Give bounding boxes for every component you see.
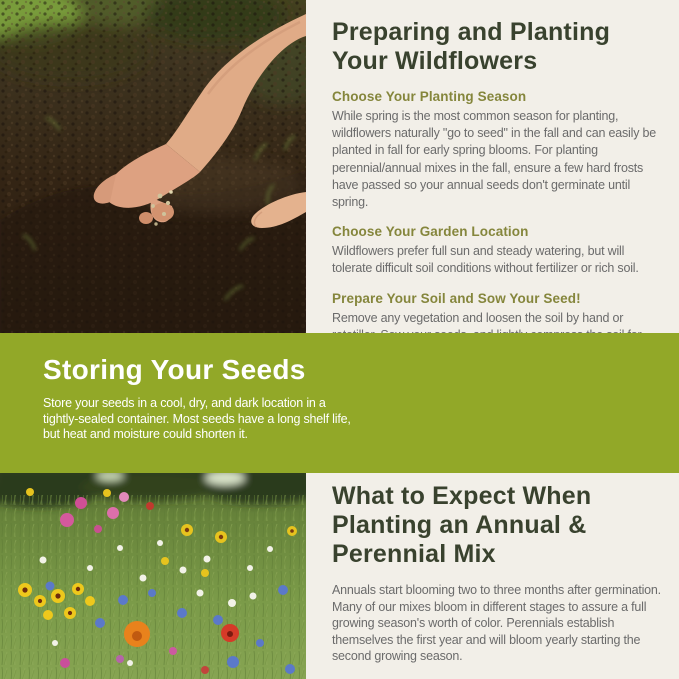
- storing-text-column: [43, 354, 359, 443]
- preparing-title: Preparing and Planting Your Wildflowers: [332, 18, 611, 75]
- meadow-photo: [0, 473, 306, 679]
- expect-title: What to Expect When Planting an Annual & Perennial Mix: [332, 482, 592, 568]
- subheading-prepare-soil: Prepare Your Soil and Sow Your Seed!: [332, 290, 581, 306]
- sowing-photo: [0, 0, 306, 333]
- storing-body: Store your seeds in a cool, dry, and dark location in a tightly-sealed container. Most seeds have a long shelf life, but heat and moisture could shorten it.: [43, 396, 351, 441]
- prepare-soil-body: Remove any vegetation and loosen the soil by hand or: [332, 310, 624, 325]
- wildflower-meadow-illustration: [0, 473, 306, 679]
- storing-banner: [0, 333, 679, 473]
- expect-body: Annuals start blooming two to three months after germination. Many of our mixes bloom in different stages to assure a full growing season's worth of color. Perennials establish themselves the first year and will bloom yearly starting the second growing season.: [332, 583, 661, 663]
- garden-location-body: Wildflowers prefer full sun and steady watering, but will tolerate difficult soil conditions without fertilizer or rich soil.: [332, 244, 639, 276]
- subheading-planting-season: Choose Your Planting Season: [332, 89, 527, 104]
- expect-text-column: [332, 482, 666, 665]
- preparing-text-column: [332, 18, 666, 361]
- planting-season-body: While spring is the most common season for planting, wildflowers naturally "go to seed" in the fall and can easily be planted in fall for early spring blooms. For planting perennial/annual mixes in the fall, ensure a few hard frosts have passed so your annual seeds don't germinate until spring.: [332, 109, 657, 210]
- subheading-garden-location: Choose Your Garden Location: [332, 224, 529, 240]
- storing-title: Storing Your Seeds: [43, 354, 306, 385]
- hand-sowing-seeds-photo-illustration: [0, 0, 306, 333]
